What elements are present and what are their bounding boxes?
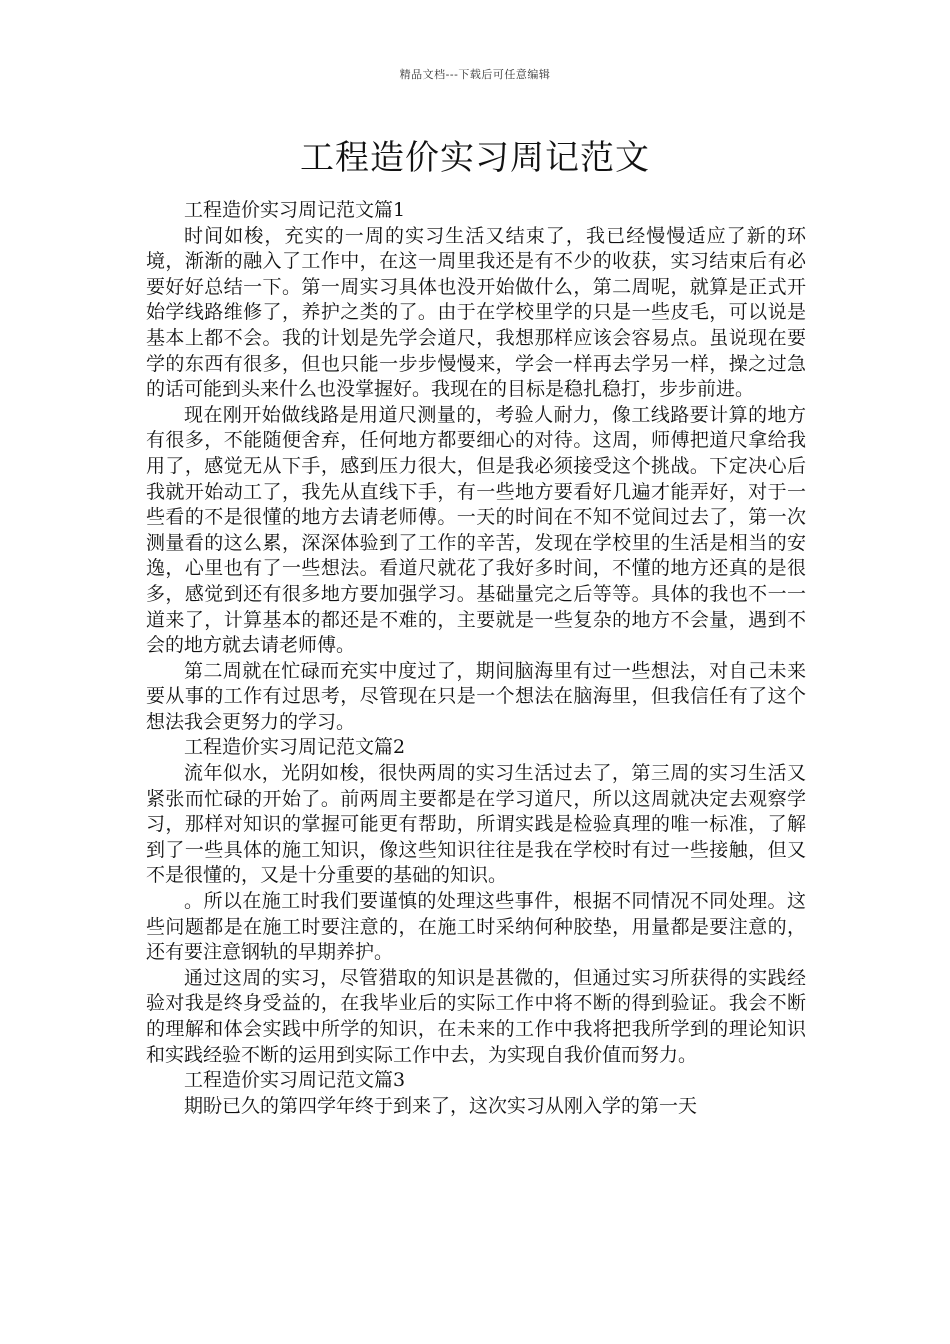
paragraph: 。所以在施工时我们要谨慎的处理这些事件，根据不同情况不同处理。这些问题都是在施工时要注意的，在施工时采纳何种胶垫，用量都是要注意的，还有要注意钢轨的早期养护。 [146,890,806,964]
paragraph: 流年似水，光阴如梭，很快两周的实习生活过去了，第三周的实习生活又紧张而忙碌的开始了。前两周主要都是在学习道尺，所以这周就决定去观察学习，那样对知识的掌握可能更有帮助，所谓实践是检验真理的唯一标准，了解到了一些具体的施工知识，像这些知识往往是我在学校时有过一些接触，但又不是很懂的，又是十分重要的基础的知识。 [146,762,806,887]
header-note: 精品文档---下载后可任意编辑 [399,68,551,81]
paragraph: 期盼已久的第四学年终于到来了，这次实习从刚入学的第一天 [184,1094,698,1117]
section-heading-1: 工程造价实习周记范文篇1 [184,199,406,221]
document-title: 工程造价实习周记范文 [300,138,650,178]
section-heading-3: 工程造价实习周记范文篇3 [184,1069,406,1092]
document-body [146,198,806,1119]
paragraph: 第二周就在忙碌而充实中度过了，期间脑海里有过一些想法，对自己未来要从事的工作有过思考，尽管现在只是一个想法在脑海里，但我信任有了这个想法我会更努力的学习。 [146,659,806,733]
paragraph: 通过这周的实习，尽管猎取的知识是甚微的，但通过实习所获得的实践经验对我是终身受益的，在我毕业后的实际工作中将不断的得到验证。我会不断的理解和体会实践中所学的知识，在未来的工作中我将把我所学到的理论知识和实践经验不断的运用到实际工作中去，为实现自我价值而努力。 [146,966,806,1066]
section-heading-2: 工程造价实习周记范文篇2 [184,736,406,759]
paragraph: 现在刚开始做线路是用道尺测量的，考验人耐力，像工线路要计算的地方有很多，不能随便舍弃，任何地方都要细心的对待。这周，师傅把道尺拿给我用了，感觉无从下手，感到压力很大，但是我必须接受这个挑战。下定决心后我就开始动工了，我先从直线下手，有一些地方要看好几遍才能弄好，对于一些看的不是很懂的地方去请老师傅。一天的时间在不知不觉间过去了，第一次测量看的这么累，深深体验到了工作的辛苦，发现在学校里的生活是相当的安逸，心里也有了一些想法。看道尺就花了我好多时间，不懂的地方还真的是很多，感觉到还有很多地方要加强学习。基础量完之后等等。具体的我也不一一道来了，计算基本的都还是不难的，主要就是一些复杂的地方不会量，遇到不会的地方就去请老师傅。 [146,403,806,657]
paragraph: 时间如梭，充实的一周的实习生活又结束了，我已经慢慢适应了新的环境，渐渐的融入了工作中，在这一周里我还是有不少的收获，实习结束后有必要好好总结一下。第一周实习具体也没开始做什么，第二周呢，就算是正式开始学线路维修了，养护之类的了。由于在学校里学的只是一些皮毛，可以说是基本上都不会。我的计划是先学会道尺，我想那样应该会容易点。虽说现在要学的东西有很多，但也只能一步步慢慢来，学会一样再去学另一样，操之过急的话可能到头来什么也没掌握好。我现在的目标是稳扎稳打，步步前进。 [146,224,806,401]
